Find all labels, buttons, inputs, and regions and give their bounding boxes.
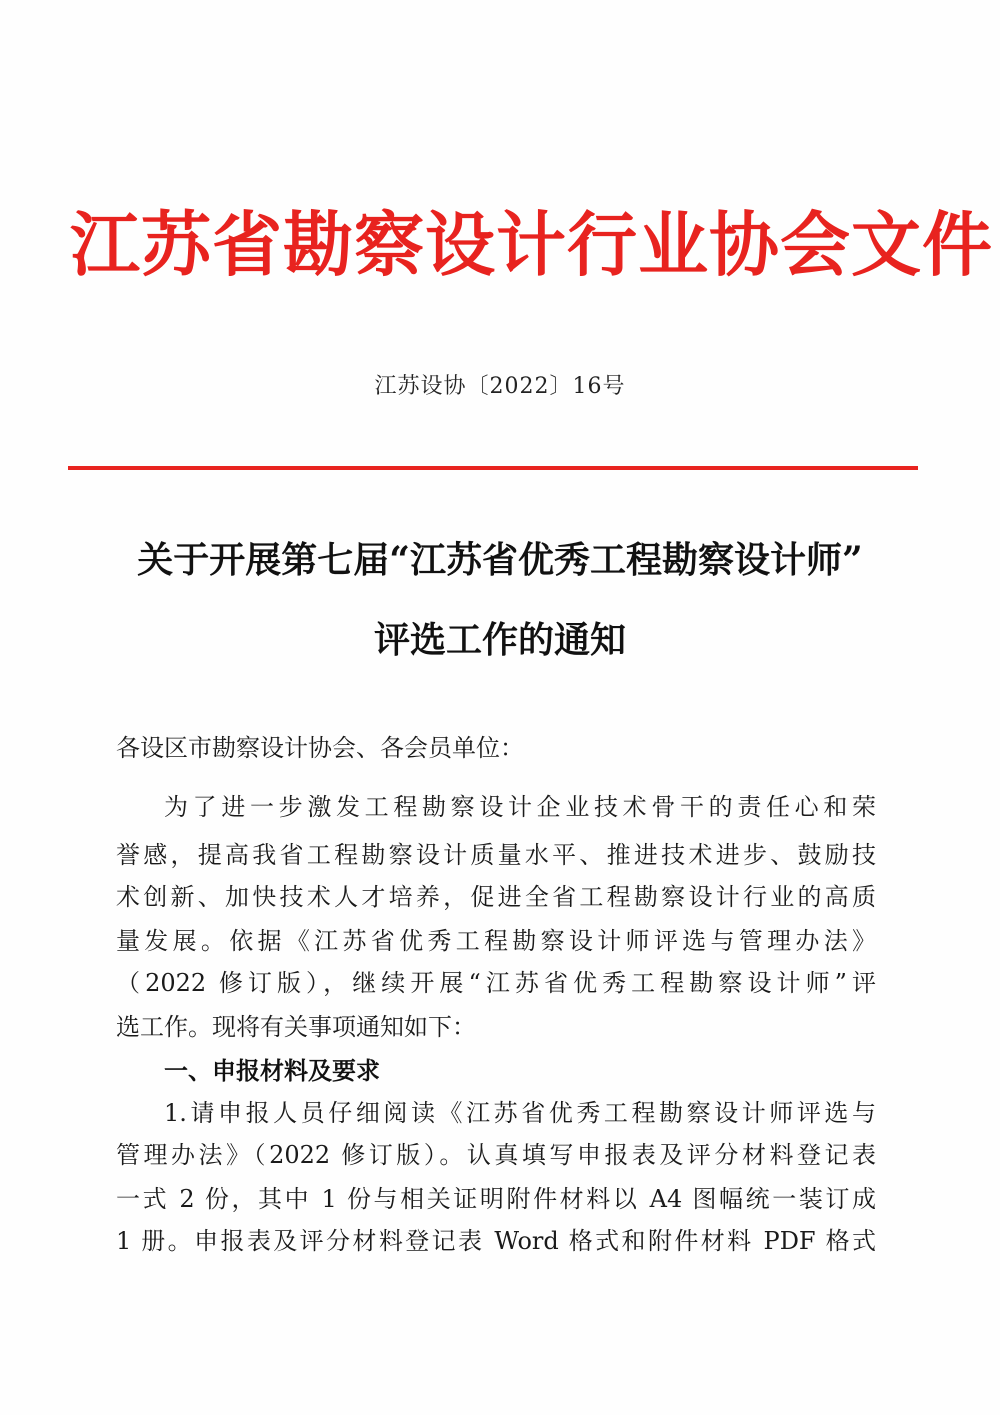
section-1-line-1: 1.请申报人员仔细阅读《江苏省优秀工程勘察设计师评选与 [164, 1099, 876, 1127]
intro-line-1: 为了进一步激发工程勘察设计企业技术骨干的责任心和荣 [164, 793, 876, 821]
intro-line-6: 选工作。现将有关事项通知如下： [116, 1013, 476, 1041]
section-1-line-3: 一式 2 份，其中 1 份与相关证明附件材料以 A4 图幅统一装订成 [116, 1185, 876, 1213]
issuer-title: 江苏省勘察设计行业协会文件 [70, 203, 993, 286]
notice-title-line-1: 关于开展第七届“江苏省优秀工程勘察设计师” [137, 539, 863, 581]
intro-line-2: 誉感，提高我省工程勘察设计质量水平、推进技术进步、鼓励技 [116, 841, 876, 869]
section-1-line-4: 1 册。申报表及评分材料登记表 Word 格式和附件材料 PDF 格式 [116, 1227, 876, 1255]
intro-line-3: 术创新、加快技术人才培养，促进全省工程勘察设计行业的高质 [116, 883, 876, 911]
notice-title-line-2: 评选工作的通知 [373, 619, 626, 661]
document-number: 江苏设协〔2022〕16号 [374, 374, 626, 399]
red-divider-line [68, 466, 918, 470]
salutation: 各设区市勘察设计协会、各会员单位： [116, 734, 524, 762]
intro-line-4: 量发展。依据《江苏省优秀工程勘察设计师评选与管理办法》 [116, 927, 876, 955]
section-1-heading: 一、申报材料及要求 [164, 1056, 380, 1085]
section-1-line-2: 管理办法》（2022 修订版）。认真填写申报表及评分材料登记表 [116, 1141, 876, 1169]
intro-line-5: （2022 修订版），继续开展“江苏省优秀工程勘察设计师”评 [116, 969, 876, 997]
